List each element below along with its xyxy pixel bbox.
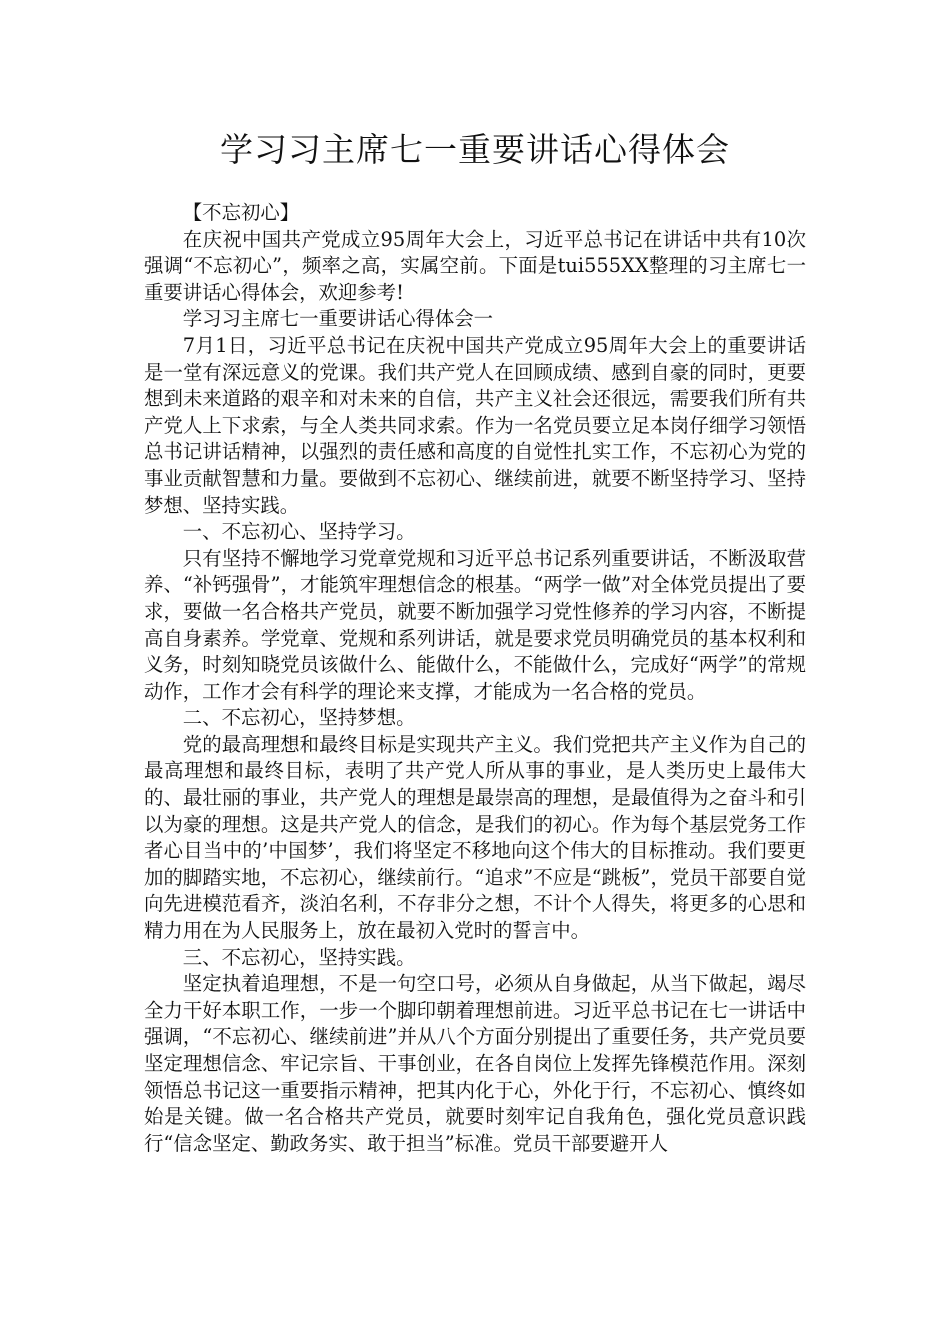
document-title: 学习习主席七一重要讲话心得体会 (220, 130, 730, 169)
body-paragraph: 只有坚持不懈地学习党章党规和习近平总书记系列重要讲话，不断汲取营养、“补钙强骨”，才能筑牢理想信念的根基。“两学一做”对全体党员提出了要求，要做一名合格共产党员，就要不断加强学习党性修养的学习内容，不断提高自身素养。学党章、党规和系列讲话，就是要求党员明确党员的基本权利和义务，时刻知晓党员该做什么、能做什么，不能做什么，完成好“两学”的常规动作，工作才会有科学的理论来支撑，才能成为一名合格的党员。 (144, 546, 806, 703)
document-body (144, 200, 806, 1157)
body-paragraph: 坚定执着追理想，不是一句空口号，必须从自身做起，从当下做起，竭尽全力干好本职工作，一步一个脚印朝着理想前进。习近平总书记在七一讲话中强调，“不忘初心、继续前进”并从八个方面分别提出了重要任务，共产党员要坚定理想信念、牢记宗旨、干事创业，在各自岗位上发挥先锋模范作用。深刻领悟总书记这一重要指示精神，把其内化于心，外化于行，不忘初心、慎终如始是关键。做一名合格共产党员，就要时刻牢记自我角色，强化党员意识践行“信念坚定、勤政务实、敢于担当”标准。党员干部要避开人 (144, 972, 806, 1155)
subtitle-paragraph: 学习习主席七一重要讲话心得体会一 (182, 307, 494, 331)
body-paragraph: 7月1日，习近平总书记在庆祝中国共产党成立95周年大会上的重要讲话是一堂有深远意义的党课。我们共产党人在回顾成绩、感到自豪的同时，更要想到未来道路的艰辛和对未来的自信，共产主义社会还很远，需要我们所有共产党人上下求索，与全人类共同求索。作为一名党员要立足本岗仔细学习领悟总书记讲话精神，以强烈的责任感和高度的自觉性扎实工作，不忘初心为党的事业贡献智慧和力量。要做到不忘初心、继续前进，就要不断坚持学习、坚持梦想、坚持实践。 (144, 333, 806, 517)
section-tag: 【不忘初心】 (182, 201, 300, 224)
body-paragraph: 党的最高理想和最终目标是实现共产主义。我们党把共产主义作为自己的最高理想和最终目标，表明了共产党人所从事的事业，是人类历史上最伟大的、最壮丽的事业，共产党人的理想是最崇高的理想，是最值得为之奋斗和引以为豪的理想。这是共产党人的信念，是我们的初心。作为每个基层党务工作者心目当中的’中国梦’，我们将坚定不移地向这个伟大的目标推动。我们要更加的脚踏实地，不忘初心，继续前行。“追求”不应是“跳板”，党员干部要自觉向先进模范看齐，淡泊名利，不存非分之想，不计个人得失，将更多的心思和精力用在为人民服务上，放在最初入党时的誓言中。 (144, 732, 806, 943)
section-heading: 三、不忘初心，坚持实践。 (182, 945, 416, 969)
section-heading: 一、不忘初心、坚持学习。 (182, 520, 416, 544)
intro-paragraph: 在庆祝中国共产党成立95周年大会上，习近平总书记在讲话中共有10次强调“不忘初心”，频率之高，实属空前。下面是tui555XX整理的习主席七一重要讲话心得体会，欢迎参考! (144, 227, 806, 304)
section-heading: 二、不忘初心，坚持梦想。 (182, 706, 416, 730)
